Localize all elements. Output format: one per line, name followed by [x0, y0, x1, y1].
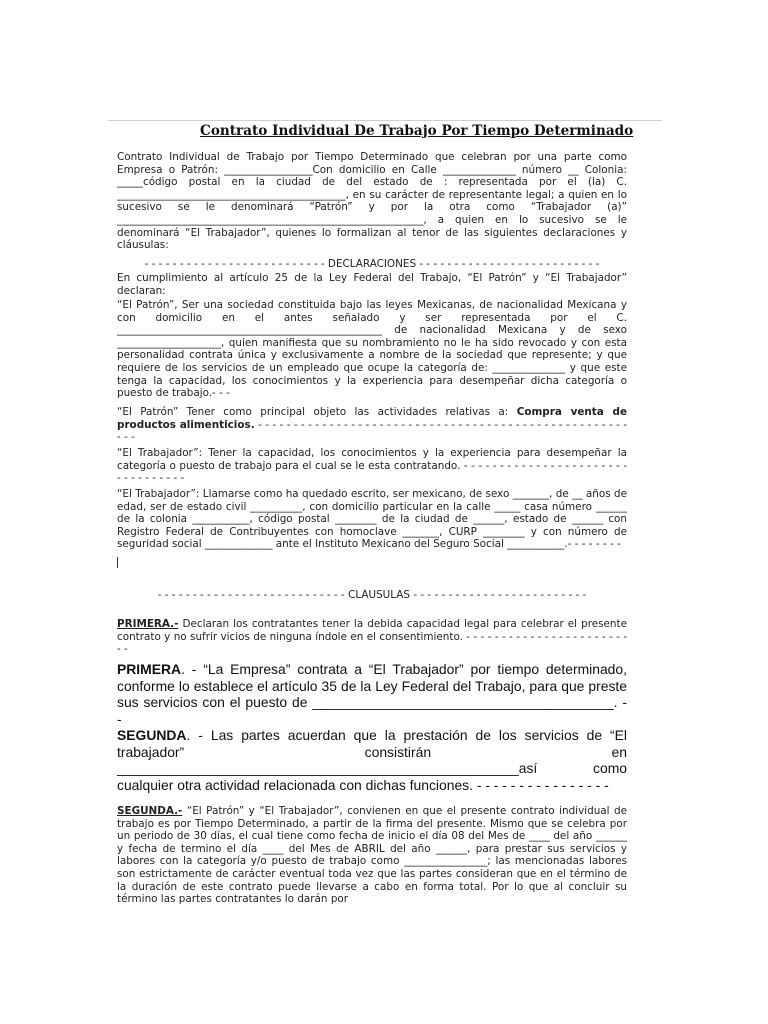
declaration-trabajador-2: “El Trabajador”: Llamarse como ha quedado escrito, ser mexicano, de sexo _______, de __ años de edad, ser de estado civil __________, con domicilio particular en la calle _____ casa número ______ de la colonia ___________, código postal ________ de la ciudad de ______, estado de ______ con Registro Federal de Contribuyentes con homoclave _______, CURP ________ y con número de seguridad social _____________ ante el Instituto Mexicano del Seguro Social ___________.- - - - - - - -: [117, 488, 627, 551]
clause-primera-a: [117, 618, 627, 656]
intro-paragraph: Contrato Individual de Trabajo por Tiempo Determinado que celebran por una parte como Empresa o Patrón: _________________Con domicilio en Calle ______________ número __ Colonia: _____código postal en la ciudad de del estado de : representada por el (la) C. ____________________________________________, en su carácter de representante legal; a quien en lo sucesivo se le denominará “Patrón” y por la otra como “Trabajador (a)” ___________________________________________________________, a quien en lo sucesivo se le denominará “El Trabajador”, quienes lo formalizan al tenor de las siguientes declaraciones y cláusulas:: [117, 151, 627, 252]
clause-segunda-b: [117, 805, 627, 906]
clause-segunda-a: [117, 727, 627, 793]
clause-segunda-a-label: SEGUNDA: [117, 727, 187, 743]
declaration-trabajador-1: “El Trabajador”: Tener la capacidad, los conocimientos y la experiencia para desempeñar la categoría o puesto de trabajo para el cual se le esta contratando. - - - - - - - - - - - - - - - - - - - - - - - - - - - - - - - - -: [117, 447, 627, 485]
document-title: Contrato Individual De Trabajo Por Tiempo Determinado: [200, 123, 634, 139]
text-cursor: [117, 557, 118, 568]
clausulas-heading: - - - - - - - - - - - - - - - - - - - - - - - - - - - CLÁUSULAS - - - - - - - - - - - - - - - - - - - - - - - - -: [157, 589, 587, 601]
declaration-patron-1: “El Patrón”, Ser una sociedad constituida bajo las leyes Mexicanas, de nacionalidad Mexicana y con domicilio en el antes señalado y ser representada por el C. ___________________________________________________ de nacionalidad Mexicana y de sexo ____________________, quien manifiesta que su nombramiento no le ha sido revocado y con esta personalidad contrata única y exclusivamente a nombre de la sociedad que represente; y que requiere de los servicios de un empleado que ocupe la categoría de: ______________ y que este tenga la capacidad, los conocimientos y la experiencia para desempeñar dicha categoría o puesto de trabajo.- - -: [117, 299, 627, 400]
declaration-patron-2-dashes: - - - - - - - - - - - - - - - - - - - - - - - - - - - - - - - - - - - - - - - - - - - - - - - - - - - - - - -: [117, 418, 627, 444]
page-top-border: [108, 120, 662, 121]
declaration-patron-2: [117, 406, 627, 444]
clause-segunda-b-text: “El Patrón” y “El Trabajador”, convienen en que el presente contrato individual de trabajo es por Tiempo Determinado, a partir de la firma del presente. Mismo que se celebra por un periodo de 30 días, el cual tiene como fecha de inicio el día 08 del Mes de ____ del año ______ y fecha de termino el día ____ del Mes de ABRIL del año ______, para prestar sus servicios y labores con la categoría y/o puesto de trabajo como ________________; las mencionadas labores son estrictamente de carácter eventual toda vez que las partes consideran que en el término de la duración de este contrato puede llevarse a cabo en forma total. Por lo que al concluir su término las partes contratantes lo darán por: [117, 805, 627, 906]
clause-primera-b-label: PRIMERA: [117, 661, 182, 677]
clause-primera-b-text: . - “La Empresa” contrata a “El Trabajador” por tiempo determinado, conforme lo establece el artículo 35 de la Ley Federal del Trabajo, para que preste sus servicios con el puesto de _______________________________________. - -: [117, 661, 627, 727]
clause-segunda-b-label: SEGUNDA.-: [117, 805, 183, 817]
clause-primera-b: [117, 661, 627, 727]
clause-primera-a-label: PRIMERA.-: [117, 618, 179, 630]
declaration-patron-2-activity: Compra venta de productos alimenticios.: [117, 406, 627, 431]
declaration-patron-2-text: “El Patrón” Tener como principal objeto las actividades relativas a:: [117, 406, 517, 418]
clause-segunda-a-text: . - Las partes acuerdan que la prestación de los servicios de “El trabajador” consistirán en ____________________________________________________así como cualquier otra actividad relacionada con dichas funciones. - - - - - - - - - - - - - - - -: [117, 727, 627, 793]
declaraciones-heading: - - - - - - - - - - - - - - - - - - - - - - - - - - DECLARACIONES - - - - - - - - - - - - - - - - - - - - - - - - - -: [144, 258, 600, 270]
declaraciones-intro: En cumplimiento al artículo 25 de la Ley Federal del Trabajo, “El Patrón” y “El Trabajador” declaran:: [117, 272, 627, 297]
clause-primera-a-text: Declaran los contratantes tener la debida capacidad legal para celebrar el presente contrato y no sufrir vicios de ninguna índole en el consentimiento. - - - - - - - - - - - - - - - - - - - - - - - - -: [117, 618, 627, 656]
